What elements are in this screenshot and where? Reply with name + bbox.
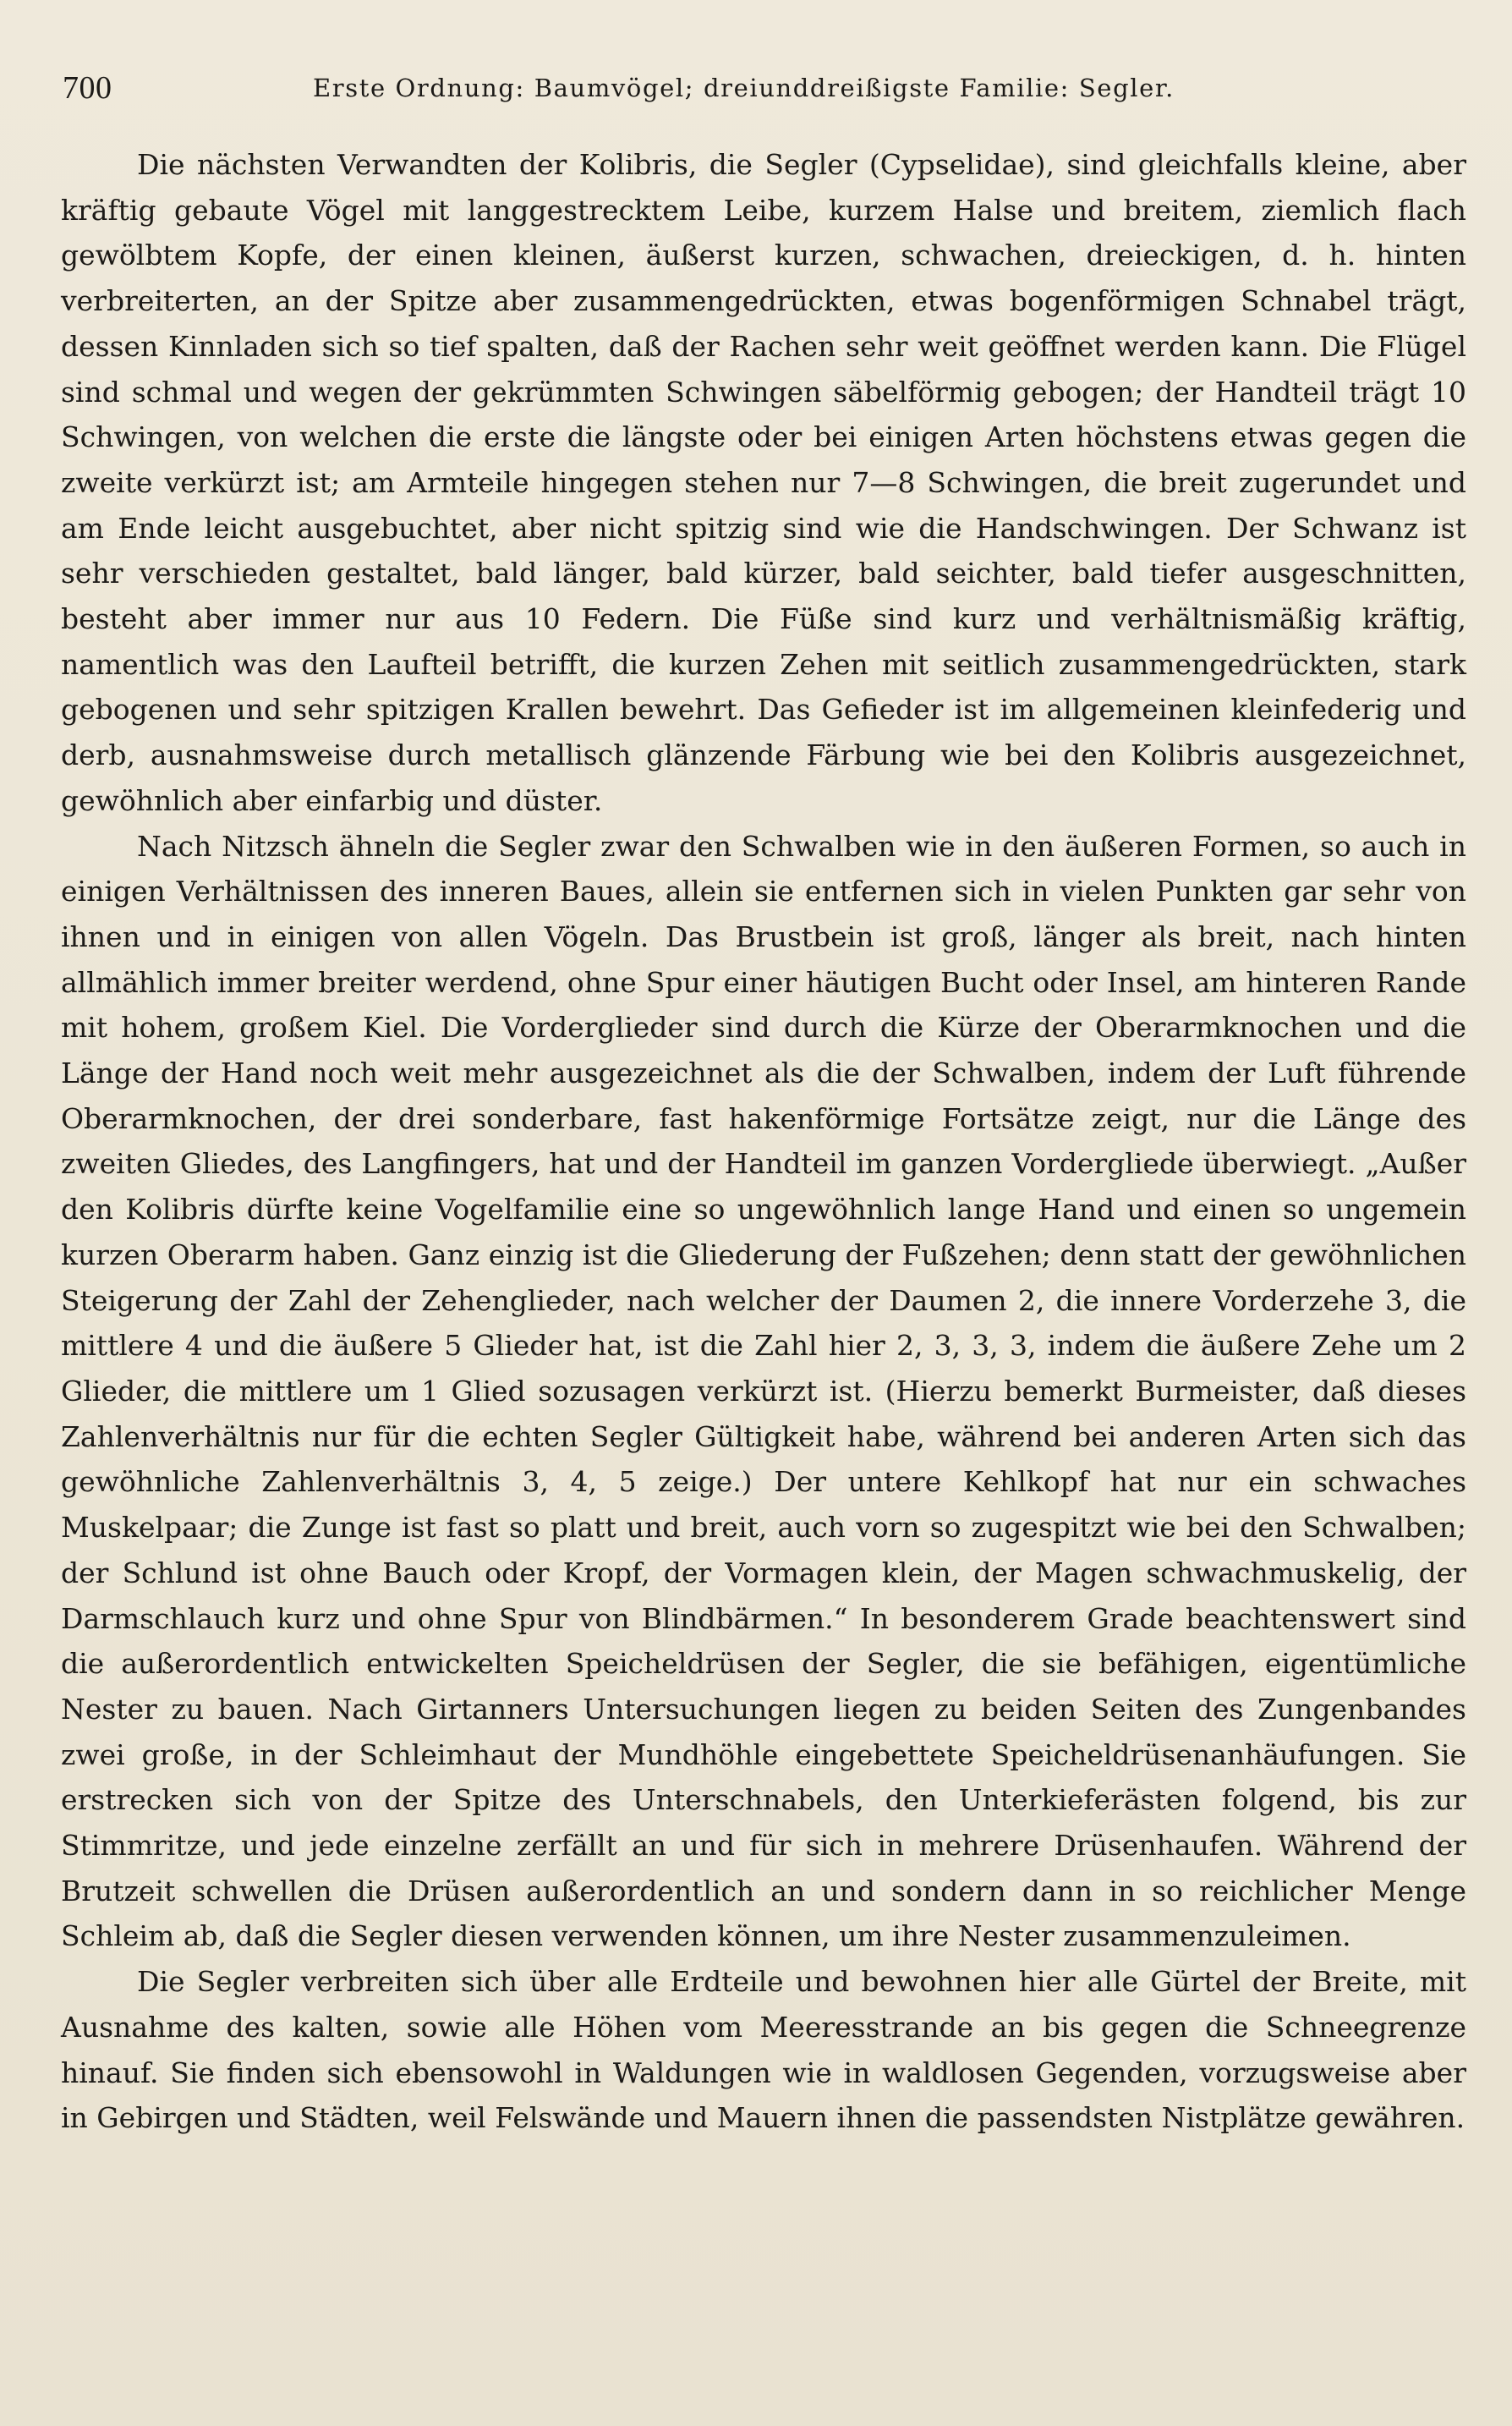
page-number: 700: [63, 70, 112, 106]
body-text: [61, 142, 1466, 2141]
paragraph-distribution: Die Segler verbreiten sich über alle Erdteile und bewohnen hier alle Gürtel der Breite, mit Ausnahme des kalten, sowie alle Höhen vom Meeresstrande an bis gegen die Schneegrenze hinauf. Sie finden sich ebensowohl in Waldungen wie in waldlosen Gegenden, vorzugsweise aber in Gebirgen und Städten, weil Felswände und Mauern ihnen die passendsten Nistplätze gewähren.: [61, 1965, 1466, 2135]
paragraph-anatomy-overview: Die nächsten Verwandten der Kolibris, die Segler (Cypselidae), sind gleichfalls kleine, aber kräftig gebaute Vögel mit langgestrecktem Leibe, kurzem Halse und breitem, ziemlich flach gewölbtem Kopfe, der einen kleinen, äußerst kurzen, schwachen, dreieckigen, d. h. hinten verbreiterten, an der Spitze aber zusammengedrückten, etwas bogenförmigen Schnabel trägt, dessen Kinnladen sich so tief spalten, daß der Rachen sehr weit geöffnet werden kann. Die Flügel sind schmal und wegen der gekrümmten Schwingen säbelförmig gebogen; der Handteil trägt 10 Schwingen, von welchen die erste die längste oder bei einigen Arten höchstens etwas gegen die zweite verkürzt ist; am Armteile hingegen stehen nur 7—8 Schwingen, die breit zugerundet und am Ende leicht ausgebuchtet, aber nicht spitzig sind wie die Handschwingen. Der Schwanz ist sehr verschieden gestaltet, bald länger, bald kürzer, bald seichter, bald tiefer ausgeschnitten, besteht aber immer nur aus 10 Federn. Die Füße sind kurz und verhältnismäßig kräftig, namentlich was den Laufteil betrifft, die kurzen Zehen mit seitlich zusammengedrückten, stark gebogenen und sehr spitzigen Krallen bewehrt. Das Gefieder ist im allgemeinen kleinfederig und derb, ausnahmsweise durch metallisch glänzende Färbung wie bei den Kolibris ausgezeichnet, gewöhnlich aber einfarbig und düster.: [61, 148, 1466, 817]
paragraph-internal-structure: Nach Nitzsch ähneln die Segler zwar den Schwalben wie in den äußeren Formen, so auch in einigen Verhältnissen des inneren Baues, allein sie entfernen sich in vielen Punkten gar sehr von ihnen und in einigen von allen Vögeln. Das Brustbein ist groß, länger als breit, nach hinten allmählich immer breiter werdend, ohne Spur einer häutigen Bucht oder Insel, am hinteren Rande mit hohem, großem Kiel. Die Vorderglieder sind durch die Kürze der Oberarmknochen und die Länge der Hand noch weit mehr ausgezeichnet als die der Schwalben, indem der Luft führende Oberarmknochen, der drei sonderbare, fast hakenförmige Fortsätze zeigt, nur die Länge des zweiten Gliedes, des Langfingers, hat und der Handteil im ganzen Vordergliede überwiegt. „Außer den Kolibris dürfte keine Vogelfamilie eine so ungewöhnlich lange Hand und einen so ungemein kurzen Oberarm haben. Ganz einzig ist die Gliederung der Fußzehen; denn statt der gewöhnlichen Steigerung der Zahl der Zehenglieder, nach welcher der Daumen 2, die innere Vorderzehe 3, die mittlere 4 und die äußere 5 Glieder hat, ist die Zahl hier 2, 3, 3, 3, indem die äußere Zehe um 2 Glieder, die mittlere um 1 Glied sozusagen verkürzt ist. (Hierzu bemerkt Burmeister, daß dieses Zahlenverhältnis nur für die echten Segler Gültigkeit habe, während bei anderen Arten sich das gewöhnliche Zahlenverhältnis 3, 4, 5 zeige.) Der untere Kehlkopf hat nur ein schwaches Muskelpaar; die Zunge ist fast so platt und breit, auch vorn so zugespitzt wie bei den Schwalben; der Schlund ist ohne Bauch oder Kropf, der Vormagen klein, der Magen schwachmuskelig, der Darmschlauch kurz und ohne Spur von Blindbärmen.“ In besonderem Grade beachtenswert sind die außerordentlich entwickelten Speicheldrüsen der Segler, die sie befähigen, eigentümliche Nester zu bauen. Nach Girtanners Untersuchungen liegen zu beiden Seiten des Zungenbandes zwei große, in der Schleimhaut der Mundhöhle eingebettete Speicheldrüsenanhäufungen. Sie erstrecken sich von der Spitze des Unterschnabels, den Unterkieferästen folgend, bis zur Stimmritze, und jede einzelne zerfällt an und für sich in mehrere Drüsenhaufen. Während der Brutzeit schwellen die Drüsen außerordentlich an und sondern dann in so reichlicher Menge Schleim ab, daß die Segler diesen verwenden können, um ihre Nester zusammenzuleimen.: [61, 829, 1466, 1953]
running-title: Erste Ordnung: Baumvögel; dreiunddreißigste Familie: Segler.: [313, 74, 1175, 102]
running-head: [63, 71, 1466, 105]
